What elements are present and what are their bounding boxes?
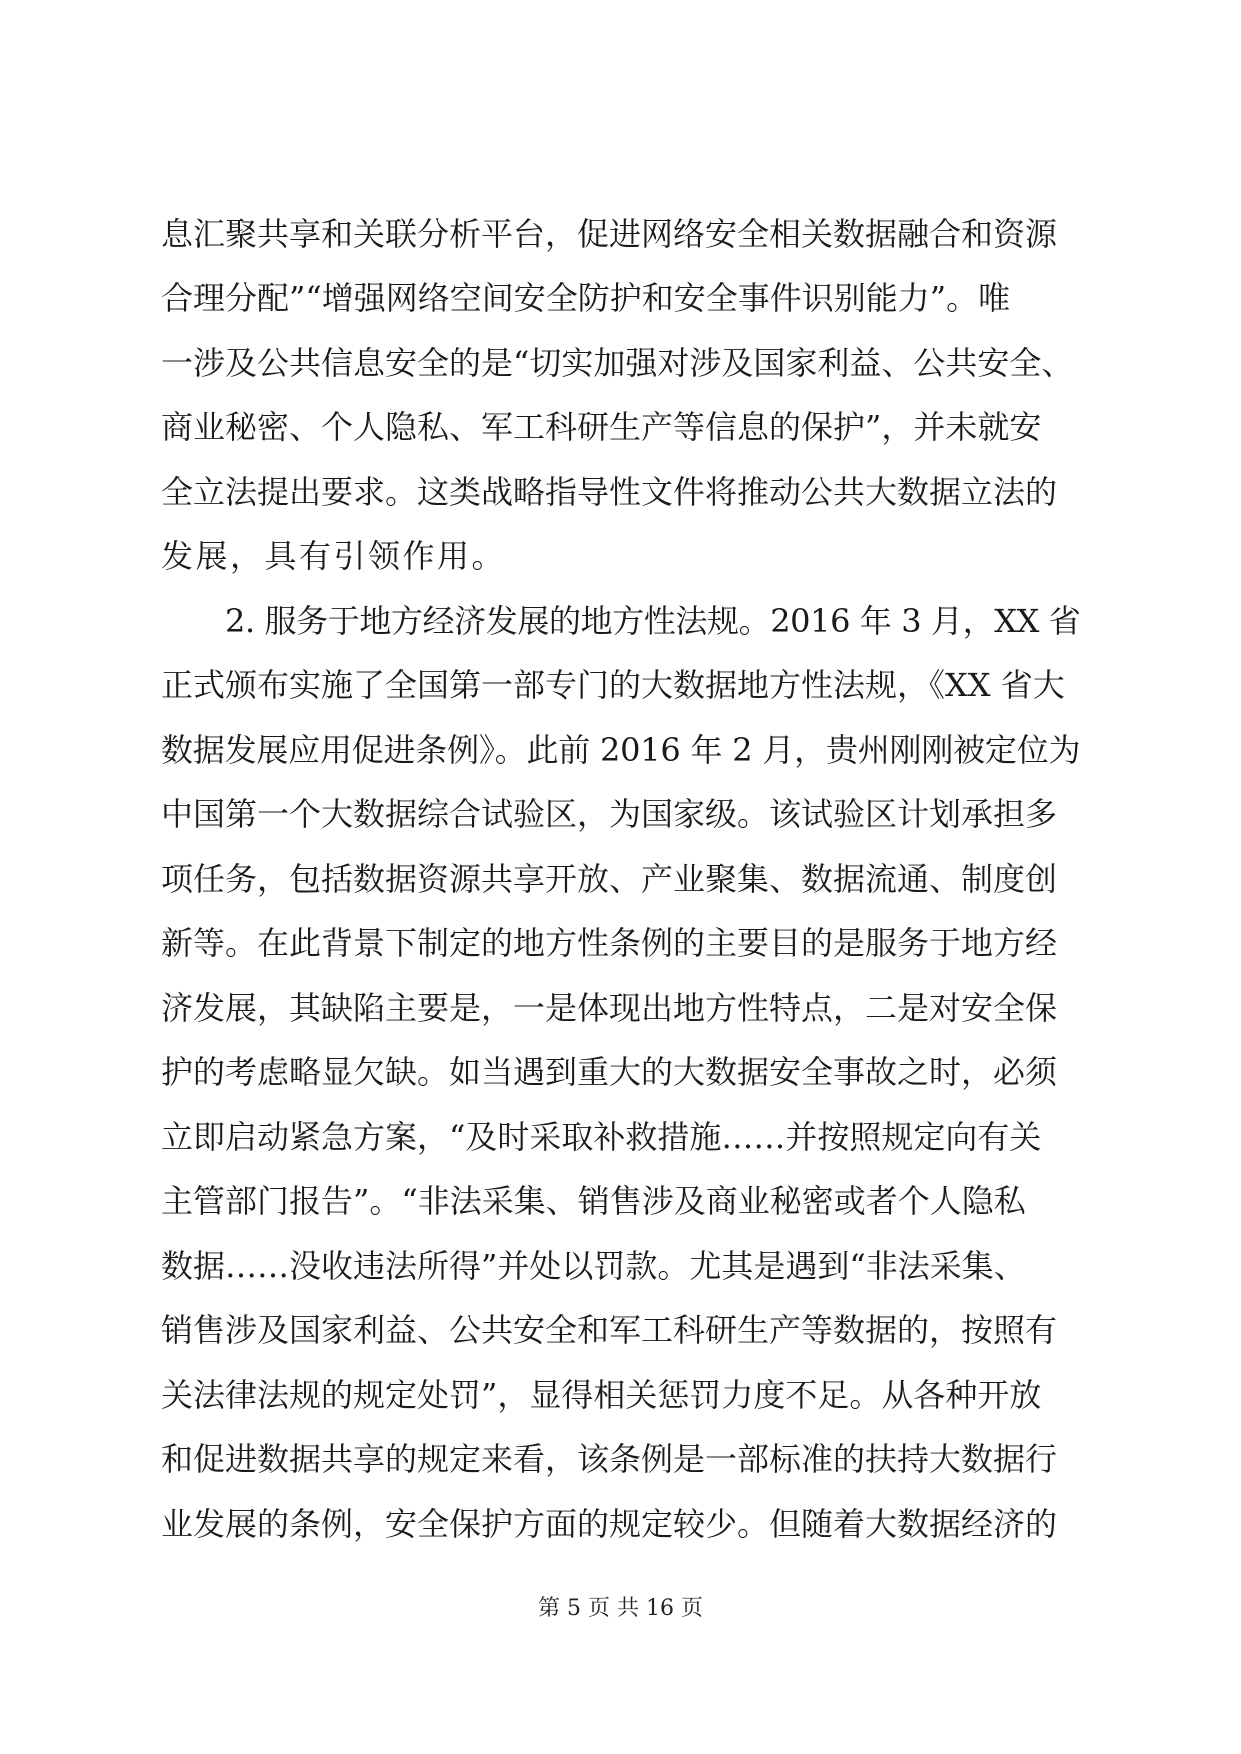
- text-line: 全立法提出要求。这类战略指导性文件将推动公共大数据立法的: [161, 473, 1058, 511]
- text-line: 正式颁布实施了全国第一部专门的大数据地方性法规，《XX 省大: [161, 666, 1065, 704]
- text-line: 商业秘密、个人隐私、军工科研生产等信息的保护”，并未就安: [161, 408, 1042, 446]
- text-line: 济发展，其缺陷主要是，一是体现出地方性特点，二是对安全保: [161, 989, 1058, 1027]
- text-line: 合理分配”“增强网络空间安全防护和安全事件识别能力”。唯: [161, 279, 1011, 317]
- text-line: 主管部门报告”。“非法采集、销售涉及商业秘密或者个人隐私: [161, 1182, 1026, 1220]
- text-line: 项任务，包括数据资源共享开放、产业聚集、数据流通、制度创: [161, 860, 1058, 898]
- text-line: 业发展的条例，安全保护方面的规定较少。但随着大数据经济的: [161, 1505, 1058, 1543]
- page-number-footer: 第 5 页 共 16 页: [538, 1596, 703, 1621]
- text-line: 关法律法规的规定处罚”，显得相关惩罚力度不足。从各种开放: [161, 1376, 1042, 1414]
- text-line: 一涉及公共信息安全的是“切实加强对涉及国家利益、公共安全、: [161, 344, 1074, 382]
- text-line: 中国第一个大数据综合试验区，为国家级。该试验区计划承担多: [161, 795, 1058, 833]
- text-line: 数据……没收违法所得”并处以罚款。尤其是遇到“非法采集、: [161, 1247, 1026, 1285]
- text-line: 数据发展应用促进条例》。此前 2016 年 2 月，贵州刚刚被定位为: [161, 731, 1081, 769]
- text-line: 护的考虑略显欠缺。如当遇到重大的大数据安全事故之时，必须: [161, 1053, 1058, 1091]
- text-line: 新等。在此背景下制定的地方性条例的主要目的是服务于地方经: [161, 924, 1058, 962]
- text-line: 息汇聚共享和关联分析平台，促进网络安全相关数据融合和资源: [161, 215, 1058, 253]
- text-line: 和促进数据共享的规定来看，该条例是一部标准的扶持大数据行: [161, 1440, 1058, 1478]
- text-line: 销售涉及国家利益、公共安全和军工科研生产等数据的，按照有: [161, 1311, 1058, 1349]
- text-line: 发展，具有引领作用。: [161, 537, 507, 575]
- text-line: 立即启动紧急方案，“及时采取补救措施……并按照规定向有关: [161, 1118, 1042, 1156]
- paragraph-start-line: 2. 服务于地方经济发展的地方性法规。2016 年 3 月，XX 省: [225, 602, 1081, 640]
